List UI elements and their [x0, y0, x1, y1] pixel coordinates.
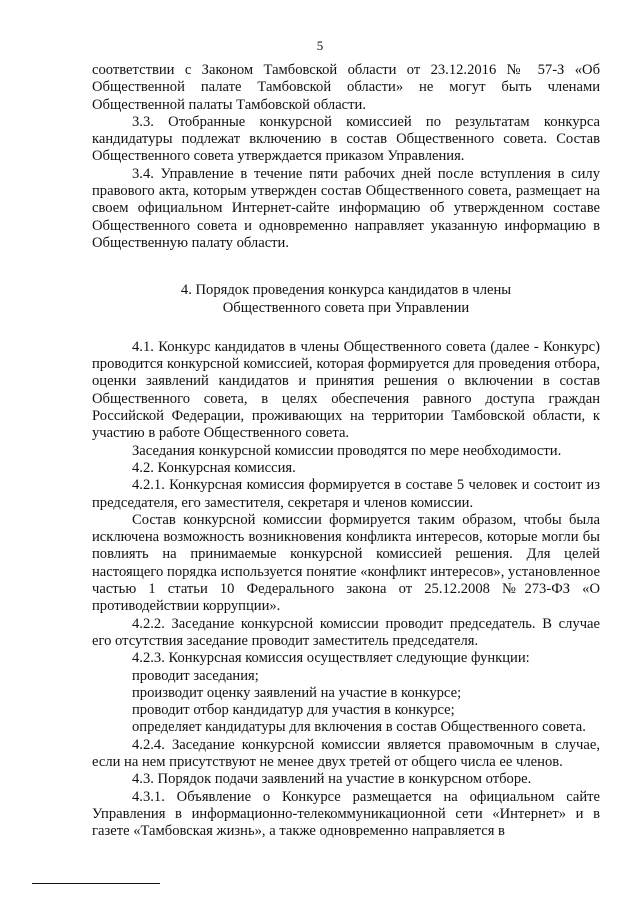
paragraph-3-4: 3.4. Управление в течение пяти рабочих дней после вступления в силу правового акта, которым утвержден состав Общественного совета, размещает на своем официальном Интернет-сайте информацию об утвержденном составе Общественного совета и одновременно направляет указанную информацию в Общественную палату области.: [92, 165, 600, 251]
page-number: 5: [316, 38, 324, 53]
paragraph-4-2-1: 4.2.1. Конкурсная комиссия формируется в составе 5 человек и состоит из председателя, его заместителя, секретаря и членов комиссии.: [92, 477, 600, 511]
paragraph-4-2-4: 4.2.4. Заседание конкурсной комиссии является правомочным в случае, если на нем присутствуют не менее двух третей от общего числа ее членов.: [92, 736, 600, 770]
paragraph-4-3-1: 4.3.1. Объявление о Конкурсе размещается на официальном сайте Управления в информационно-телекоммуникационной сети «Интернет» и в газете «Тамбовская жизнь», а также одновременно направляется в: [92, 788, 600, 840]
section-heading-line-1: 4. Порядок проведения конкурса кандидатов в члены: [180, 282, 512, 299]
paragraph-sessions: Заседания конкурсной комиссии проводятся по мере необходимости.: [132, 442, 562, 459]
function-item: проводит заседания;: [132, 667, 259, 684]
paragraph-3-3: 3.3. Отобранные конкурсной комиссией по результатам конкурса кандидатуры подлежат включению в состав Общественного совета. Состав Общественного совета утверждается приказом Управления.: [92, 113, 600, 165]
footnote-divider: [32, 883, 160, 884]
paragraph-4-2-2: 4.2.2. Заседание конкурсной комиссии проводит председатель. В случае его отсутствия заседание проводит заместитель председателя.: [92, 615, 600, 649]
paragraph-law-reference: соответствии с Законом Тамбовской области от 23.12.2016 № 57-З «Об Общественной палате Тамбовской области» не могут быть членами Общественной палаты Тамбовской области.: [92, 62, 600, 113]
paragraph-commission-composition: Состав конкурсной комиссии формируется таким образом, чтобы была исключена возможность возникновения конфликта интересов, которые могли бы повлиять на принимаемые конкурсной комиссией решения. Для целей настоящего порядка используется понятие «конфликт интересов», установленное частью 1 статьи 10 Федерального закона от 25.12.2008 №273-ФЗ «О противодействии коррупции».: [92, 511, 600, 615]
section-heading-line-2: Общественного совета при Управлении: [222, 299, 470, 316]
paragraph-4-2: 4.2. Конкурсная комиссия.: [132, 459, 296, 476]
function-item: проводит отбор кандидатур для участия в конкурсе;: [132, 702, 455, 719]
section-4-heading: [92, 282, 600, 317]
function-item: определяет кандидатуры для включения в состав Общественного совета.: [132, 719, 586, 736]
document-body: [92, 62, 600, 840]
function-item: производит оценку заявлений на участие в конкурсе;: [132, 684, 462, 701]
paragraph-4-3: 4.3. Порядок подачи заявлений на участие в конкурсном отборе.: [132, 771, 532, 788]
paragraph-4-2-3: 4.2.3. Конкурсная комиссия осуществляет следующие функции:: [132, 650, 530, 667]
paragraph-4-1: 4.1. Конкурс кандидатов в члены Общественного совета (далее - Конкурс) проводится конкурсной комиссией, которая формируется для проведения отбора, оценки заявлений кандидатов и принятия решения о включении в состав Общественного совета, в целях обеспечения равного доступа граждан Российской Федерации, проживающих на территории Тамбовской области, к участию в работе Общественного совета.: [92, 338, 600, 442]
